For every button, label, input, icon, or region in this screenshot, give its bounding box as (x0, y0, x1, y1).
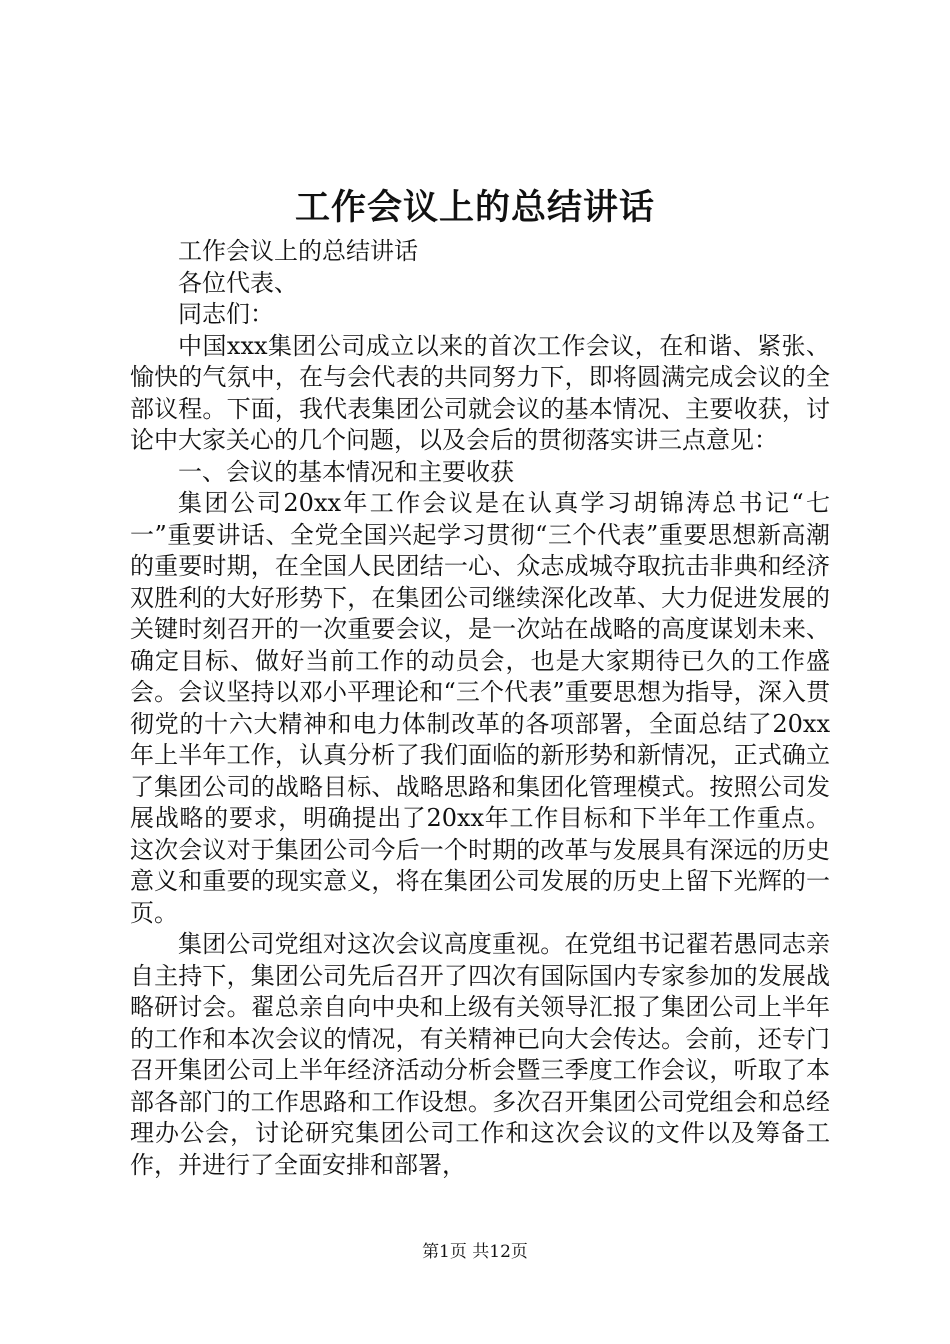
paragraph-salutation-2: 同志们： (178, 300, 274, 328)
paragraph-intro: 中国xxx集团公司成立以来的首次工作会议，在和谐、紧张、愉快的气氛中，在与会代表的共同努力下，即将圆满完成会议的全部议程。下面，我代表集团公司就会议的基本情况、主要收获，讨论中大家关心的几个问题，以及会后的贯彻落实讲三点意见： (130, 331, 830, 454)
paragraph-heading-repeat: 工作会议上的总结讲话 (178, 237, 418, 265)
paragraph-party-group: 集团公司党组对这次会议高度重视。在党组书记翟若愚同志亲自主持下，集团公司先后召开了四次有国际国内专家参加的发展战略研讨会。翟总亲自向中央和上级有关领导汇报了集团公司上半年的工作和本次会议的情况，有关精神已向大会传达。会前，还专门召开集团公司上半年经济活动分析会暨三季度工作会议，听取了本部各部门的工作思路和工作设想。多次召开集团公司党组会和总经理办公会，讨论研究集团公司工作和这次会议的文件以及筹备工作，并进行了全面安排和部署， (130, 930, 830, 1179)
page-footer: 第1页 共12页 (422, 1242, 528, 1262)
paragraph-salutation-1: 各位代表、 (178, 268, 298, 297)
document-title: 工作会议上的总结讲话 (294, 187, 655, 228)
paragraph-meeting-overview: 集团公司20xx年工作会议是在认真学习胡锦涛总书记“七一”重要讲话、全党全国兴起学习贯彻“三个代表”重要思想新高潮的重要时期，在全国人民团结一心、众志成城夺取抗击非典和经济双胜利的大好形势下，在集团公司继续深化改革、大力促进发展的关键时刻召开的一次重要会议，是一次站在战略的高度谋划未来、确定目标、做好当前工作的动员会，也是大家期待已久的工作盛会。会议坚持以邓小平理论和“三个代表”重要思想为指导，深入贯彻党的十六大精神和电力体制改革的各项部署，全面总结了20xx年上半年工作，认真分析了我们面临的新形势和新情况，正式确立了集团公司的战略目标、战略思路和集团化管理模式。按照公司发展战略的要求，明确提出了20xx年工作目标和下半年工作重点。这次会议对于集团公司今后一个时期的改革与发展具有深远的历史意义和重要的现实意义，将在集团公司发展的历史上留下光辉的一页。 (130, 489, 830, 927)
document-body (130, 236, 830, 1181)
section-heading-1: 一、会议的基本情况和主要收获 (178, 457, 514, 486)
